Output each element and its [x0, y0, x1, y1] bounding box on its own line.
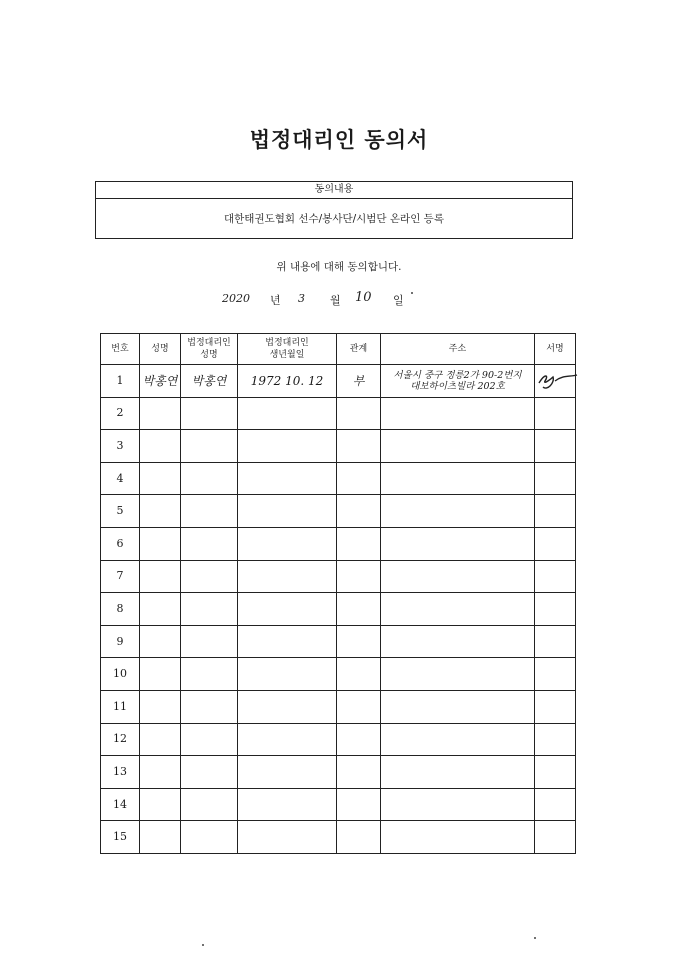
table-row: [101, 723, 576, 756]
row-signature: [535, 690, 576, 723]
table-row: [101, 593, 576, 626]
row-guardian-name: [181, 397, 238, 430]
date-month-unit: 월: [330, 294, 341, 307]
row-guardian-birth: [238, 430, 337, 463]
row-no: 14: [101, 788, 140, 821]
row-relation: [337, 593, 381, 626]
row-no: 7: [101, 560, 140, 593]
row-guardian-name: [181, 658, 238, 691]
header-guardian-name-line1: 법정대리인: [187, 338, 231, 348]
row-no: 9: [101, 625, 140, 658]
table-row: [101, 462, 576, 495]
row-no: 1: [101, 365, 140, 398]
row-guardian-birth: [238, 788, 337, 821]
table-row: [101, 495, 576, 528]
row-address-line2: 대보하이츠빌라 202호: [410, 380, 505, 392]
table-row: [101, 658, 576, 691]
row-relation: [337, 788, 381, 821]
row-signature: [535, 397, 576, 430]
row-signature: [535, 495, 576, 528]
row-address: [381, 756, 535, 789]
header-guardian-name-line2: 성명: [200, 350, 218, 360]
header-no: 번호: [101, 334, 140, 365]
row-guardian-birth: [238, 723, 337, 756]
consent-header: 동의내용: [96, 182, 572, 199]
row-address: [381, 397, 535, 430]
row-guardian-name: [181, 430, 238, 463]
row-guardian-birth: [238, 560, 337, 593]
row-signature: [535, 365, 576, 398]
row-signature: [535, 788, 576, 821]
row-relation: [337, 430, 381, 463]
row-address: [381, 658, 535, 691]
row-guardian-name: [181, 593, 238, 626]
row-relation: [337, 756, 381, 789]
date-month: 3: [298, 292, 305, 305]
header-guardian-birth-line2: 생년월일: [269, 350, 305, 360]
row-signature: [535, 625, 576, 658]
header-name: 성명: [140, 334, 181, 365]
header-guardian-birth: [238, 334, 337, 365]
row-no: 6: [101, 527, 140, 560]
row-signature: [535, 462, 576, 495]
scan-speck: [411, 292, 413, 294]
table-row: [101, 365, 576, 398]
row-name: [140, 397, 181, 430]
row-address: [381, 430, 535, 463]
row-relation: [337, 821, 381, 854]
table-header-row: [101, 334, 576, 365]
row-guardian-birth: [238, 658, 337, 691]
table-row: [101, 560, 576, 593]
handwritten-signature-icon: [535, 371, 579, 391]
row-name: 박홍연: [140, 365, 181, 398]
row-guardian-name: [181, 495, 238, 528]
row-guardian-name: [181, 821, 238, 854]
row-address: [381, 593, 535, 626]
consent-body: 대한태권도협회 선수/봉사단/시범단 온라인 등록: [224, 213, 444, 225]
row-relation: [337, 723, 381, 756]
row-guardian-birth: [238, 690, 337, 723]
row-name: [140, 625, 181, 658]
header-signature: 서명: [535, 334, 576, 365]
page-title: 법정대리인 동의서: [249, 128, 429, 152]
row-no: 8: [101, 593, 140, 626]
agree-statement: 위 내용에 대해 동의합니다.: [276, 261, 402, 273]
row-guardian-birth: [238, 593, 337, 626]
row-relation: [337, 690, 381, 723]
row-relation: [337, 495, 381, 528]
row-guardian-birth: [238, 495, 337, 528]
table-row: [101, 527, 576, 560]
row-guardian-name: [181, 788, 238, 821]
row-address: [381, 625, 535, 658]
row-address: [381, 690, 535, 723]
row-guardian-name: 박홍연: [181, 365, 238, 398]
row-guardian-name: [181, 625, 238, 658]
row-relation: [337, 560, 381, 593]
row-relation: [337, 462, 381, 495]
row-signature: [535, 430, 576, 463]
row-signature: [535, 593, 576, 626]
row-address: [381, 560, 535, 593]
row-guardian-name: [181, 560, 238, 593]
row-guardian-name: [181, 756, 238, 789]
date-year-unit: 년: [270, 294, 281, 307]
row-relation: [337, 658, 381, 691]
row-signature: [535, 658, 576, 691]
row-no: 12: [101, 723, 140, 756]
row-no: 10: [101, 658, 140, 691]
row-guardian-birth: 1972 10. 12: [238, 365, 337, 398]
table-row: [101, 788, 576, 821]
row-guardian-birth: [238, 756, 337, 789]
table-row: [101, 625, 576, 658]
table-row: [101, 397, 576, 430]
row-name: [140, 821, 181, 854]
header-guardian-birth-line1: 법정대리인: [265, 338, 309, 348]
row-name: [140, 527, 181, 560]
row-guardian-name: [181, 723, 238, 756]
scan-speck: [202, 944, 204, 946]
row-guardian-birth: [238, 527, 337, 560]
row-name: [140, 690, 181, 723]
row-guardian-name: [181, 527, 238, 560]
row-no: 5: [101, 495, 140, 528]
row-guardian-birth: [238, 397, 337, 430]
consent-table: [100, 333, 576, 854]
row-no: 4: [101, 462, 140, 495]
row-name: [140, 593, 181, 626]
row-name: [140, 462, 181, 495]
table-row: [101, 821, 576, 854]
row-name: [140, 430, 181, 463]
row-no: 13: [101, 756, 140, 789]
row-relation: [337, 527, 381, 560]
row-address: [381, 462, 535, 495]
row-name: [140, 788, 181, 821]
row-guardian-name: [181, 690, 238, 723]
scan-speck: [534, 937, 536, 939]
row-signature: [535, 560, 576, 593]
header-address: 주소: [381, 334, 535, 365]
row-no: 2: [101, 397, 140, 430]
row-no: 11: [101, 690, 140, 723]
date-year: 2020: [222, 292, 250, 305]
row-no: 3: [101, 430, 140, 463]
row-signature: [535, 821, 576, 854]
row-address-line1: 서울시 중구 정릉2가 90-2번지: [393, 369, 522, 381]
header-guardian-name: [181, 334, 238, 365]
header-relation: 관계: [337, 334, 381, 365]
row-relation: 부: [337, 365, 381, 398]
table-row: [101, 690, 576, 723]
row-address: [381, 788, 535, 821]
row-signature: [535, 723, 576, 756]
row-signature: [535, 527, 576, 560]
row-address: [381, 495, 535, 528]
row-name: [140, 756, 181, 789]
row-relation: [337, 625, 381, 658]
date-row: [0, 290, 678, 314]
row-address: [381, 723, 535, 756]
row-guardian-birth: [238, 821, 337, 854]
row-guardian-birth: [238, 462, 337, 495]
date-day-unit: 일: [393, 294, 404, 307]
row-relation: [337, 397, 381, 430]
row-address: [381, 365, 535, 398]
row-name: [140, 560, 181, 593]
row-name: [140, 658, 181, 691]
table-row: [101, 430, 576, 463]
row-signature: [535, 756, 576, 789]
table-row: [101, 756, 576, 789]
consent-box: [95, 181, 573, 239]
row-name: [140, 495, 181, 528]
row-no: 15: [101, 821, 140, 854]
row-guardian-name: [181, 462, 238, 495]
row-guardian-birth: [238, 625, 337, 658]
date-day: 10: [355, 290, 372, 305]
row-address: [381, 527, 535, 560]
row-address: [381, 821, 535, 854]
row-name: [140, 723, 181, 756]
